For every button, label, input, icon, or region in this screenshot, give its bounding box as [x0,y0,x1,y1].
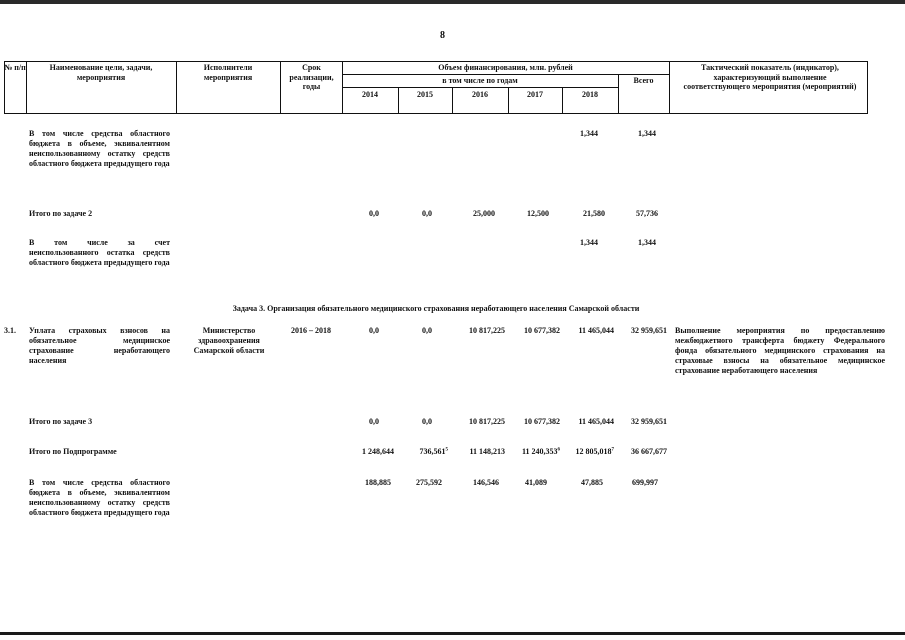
cell-2016: 25,000 [473,209,495,218]
task-3-heading: Задача 3. Организация обязательного медицинского страхования неработающего населения Самарской области [232,304,640,313]
cell-term: 2016 – 2018 [291,326,331,335]
cell-2014: 188,885 [365,478,391,487]
cell-2015: 275,592 [416,478,442,487]
cell-2018: 21,580 [583,209,605,218]
header-year-2018: 2018 [582,90,598,99]
row-label: В том числе средства областного бюджета в объеме, эквивалентном неиспользованному остатку средств областного бюджета предыдущего года [29,129,170,168]
header-col-name: Наименование цели, задачи, мероприятия [49,63,153,82]
bottom-border [0,632,905,635]
cell-total: 32 959,651 [631,417,667,426]
cell-2015: 736,561$^5$ [419,447,448,456]
cell-executor: Министерство здравоохранения Самарской области [193,326,265,355]
cell-indicator: Выполнение мероприятия по предоставлению межбюджетного трансферта бюджету Федерального фонда обязательного медицинского страхования на страховые взносы на обязательное медицинское страхование неработающего населения [675,326,885,375]
cell-2018: 1,344 [580,238,598,247]
top-border [0,0,905,4]
cell-2016: 10 817,225 [469,326,505,335]
cell-2015: 0,0 [422,326,432,335]
cell-2015: 0,0 [422,417,432,426]
cell-2018: 47,885 [581,478,603,487]
cell-2017: 12,500 [527,209,549,218]
cell-2018: 11 465,044 [578,326,614,335]
cell-total: 36 667,677 [631,447,667,456]
cell-2015: 0,0 [422,209,432,218]
footnote-mark: 5 [445,447,448,453]
footnote-mark: 7 [611,447,614,453]
cell-2014: 0,0 [369,417,379,426]
cell-2018: 1,344 [580,129,598,138]
cell-total: 57,736 [636,209,658,218]
row-number: 3.1. [4,326,16,335]
cell-2014: 0,0 [369,326,379,335]
header-year-2016: 2016 [472,90,488,99]
row-label: В том числе средства областного бюджета в объеме, эквивалентном неиспользованному остатку средств областного бюджета предыдущего года [29,478,170,517]
header-col-no: № п/п [4,63,26,72]
cell-total: 32 959,651 [631,326,667,335]
cell-total: 1,344 [638,238,656,247]
header-col-term: Срок реализации, годы [289,63,334,91]
cell-2016: 146,546 [473,478,499,487]
header-col-funding: Объем финансирования, млн. рублей [438,63,573,72]
cell-2014: 0,0 [369,209,379,218]
row-label: Итого по задаче 2 [29,209,93,218]
header-col-indicator: Тактический показатель (индикатор), характеризующий выполнение соответствующего мероприятия (мероприятий) [683,63,857,91]
cell-2017: 41,089 [525,478,547,487]
cell-2018: 12 805,018$^7$ [575,447,614,456]
row-label: В том числе за счет неиспользованного остатка средств областного бюджета предыдущего года [29,238,170,267]
header-year-2014: 2014 [362,90,378,99]
cell-2017: 10 677,382 [524,417,560,426]
cell-total: 1,344 [638,129,656,138]
footnote-mark: 6 [557,447,560,453]
row-label: Итого по задаче 3 [29,417,93,426]
cell-2016: 11 148,213 [469,447,505,456]
row-label: Итого по Подпрограмме [29,447,117,456]
header-col-total: Всего [633,76,654,85]
page-number: 8 [440,30,445,41]
header-year-2017: 2017 [527,90,543,99]
header-year-2015: 2015 [417,90,433,99]
row-label: Уплата страховых взносов на обязательное медицинское страхование неработающего населения [29,326,170,365]
cell-2014: 1 248,644 [362,447,394,456]
cell-2017: 11 240,353$^6$ [521,447,560,456]
cell-total: 699,997 [632,478,658,487]
cell-2017: 10 677,382 [524,326,560,335]
header-col-by-years: в том числе по годам [442,76,518,85]
header-col-executors: Исполнители мероприятия [203,63,253,82]
cell-2018: 11 465,044 [578,417,614,426]
cell-2016: 10 817,225 [469,417,505,426]
